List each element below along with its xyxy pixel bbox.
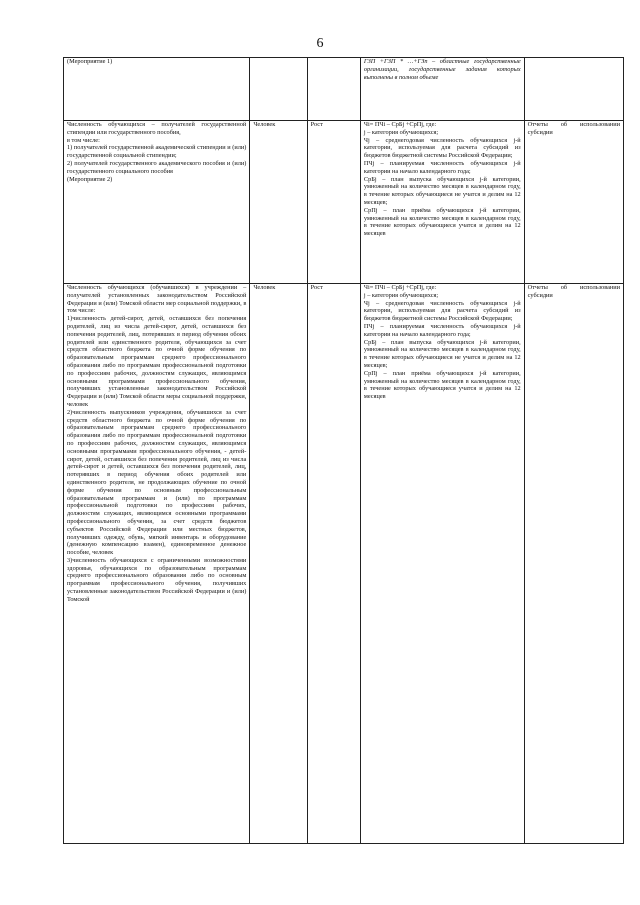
indicator-text: 2)численность выпускников учреждения, обучавшихся за счет средств областного бюджета по очной форме обучения по образовательным программам среднего профессионального образования либо по программам профессиональной подготовки по профессиям рабочих, должностям служащих, являющимся основными программами профессионального обучения, - детей-сирот, детей, оставшихся без попечения родителей, лиц из числа детей-сирот и детей, оставшихся без попечения родителей, лиц, потерявших в период обучения обоих родителей или единственного родителя, не продолжающих обучение по очной форме обучения по основным профессиональным образовательным программам и (или) по программам профессиональной подготовки по профессиям рабочих, должностям служащих, являющимся основными программами профессионального обучения, за счет средств бюджетов субъектов Российской Федерации или местных бюджетов, получивших одежду, обувь, мягкий инвентарь и оборудование (денежную компенсацию взамен), единовременное денежное пособие, человек (67, 408, 247, 557)
formula-text: Чj – среднегодовая численность обучающихся j-й категории, используемая для расчета субсидий из бюджетов бюджетной системы Российской Федерации; (363, 136, 521, 160)
formula-text: ПЧj – планируемая численность обучающихся j-й категории на начало календарного года; (363, 322, 521, 338)
source-cell (524, 121, 623, 284)
formula-cell (360, 284, 524, 844)
source-text: Отчеты об использовании субсидии (527, 121, 620, 136)
indicators-table (63, 57, 624, 844)
indicator-text: 2) получателей государственного академического пособия и (или) государственного социального пособия (67, 159, 247, 175)
indicator-cell (64, 121, 250, 284)
indicator-text: 1)численность детей-сирот, детей, оставшихся без попечения родителей, лиц из числа детей-сирот, детей, оставшихся без попечения родителей, лиц, потерявших в период обучения обоих родителей или единственного родителя, обучающихся за счет средств областного бюджета по очной форме обучения по образовательным программам среднего профессионального образования либо по программам профессиональной подготовки по профессиям рабочих, должностям служащих, являющимся основными программами профессионального обучения, получивших установленные законодательством Российской Федерации и (или) Томской области меры социальной поддержки, человек (67, 315, 247, 408)
direction-cell: Рост (307, 121, 360, 284)
source-cell (524, 58, 623, 121)
indicator-text: (Мероприятие 2) (67, 175, 113, 183)
indicator-text: Численность обучающихся (обучавшихся) в учреждении – получателей установленных законодательством Российской Федерации и (или) Томской области мер социальной поддержки, в том числе: (67, 284, 247, 315)
formula-text: СрПj – план приёма обучающихся j-й категории, умноженный на количество месяцев в календарном году, в течение которых обучающиеся учатся и делим на 12 месяцев (363, 369, 521, 401)
formula-text: Чi= ПЧi – СрБj +СрПj, где: (363, 284, 437, 291)
formula-text: Чi= ПЧi – СрБj +СрПj, где: (363, 121, 437, 128)
formula-text: Чj – среднегодовая численность обучающихся j-й категории, используемая для расчета субсидий из бюджетов бюджетной системы Российской Федерации; (363, 299, 521, 323)
formula-text: j – категория обучающихся; (363, 291, 439, 299)
unit-cell (250, 58, 307, 121)
formula-text: СрБj – план выпуска обучающихся j-й категории, умноженный на количество месяцев в календарном году, в течение которых обучающиеся не учатся и делим на 12 месяцев; (363, 175, 521, 206)
indicator-text: 1) получателей государственной академической стипендии и (или) государственной социальной стипендии; (67, 144, 247, 160)
formula-text: j – категория обучающихся; (363, 128, 439, 136)
direction-cell (307, 58, 360, 121)
indicator-text: в том числе: (67, 136, 100, 144)
table-row (64, 121, 624, 284)
formula-text: СрБj – план выпуска обучающихся j-й категории, умноженный на количество месяцев в календарном году, в течение которых обучающиеся не учатся и делим на 12 месяцев; (363, 338, 521, 369)
unit-cell: Человек (250, 284, 307, 844)
source-text: Отчеты об использовании субсидии (527, 284, 620, 299)
table-row (64, 284, 624, 844)
formula-cell (360, 121, 524, 284)
indicator-text: (Мероприятие 1) (67, 58, 113, 65)
unit-cell: Человек (250, 121, 307, 284)
formula-cell (360, 58, 524, 121)
indicator-text: 3)численность обучающихся с ограниченными возможностями здоровья, обучающихся по образовательным программам среднего профессионального образования либо по основным программам профессионального обучения, получивших установленные законодательством Российской Федерации и (или) Томской (67, 556, 247, 603)
indicator-text: Численность обучающихся – получателей государственной стипендии или государственного пособия, (67, 121, 247, 136)
table-row (64, 58, 624, 121)
indicator-cell (64, 58, 250, 121)
page-number: 6 (316, 36, 324, 51)
formula-text: ПЧj – планируемая численность обучающихся j-й категории на начало календарного года; (363, 159, 521, 175)
formula-text: СрПj – план приёма обучающихся j-й категории, умноженный на количество месяцев в календарном году, в течение которых обучающиеся учатся и делим на 12 месяцев (363, 206, 521, 238)
source-cell (524, 284, 623, 844)
indicator-cell (64, 284, 250, 844)
direction-cell: Рост (307, 284, 360, 844)
formula-text: ГЗП +ГЗП * …+ГЗп – областные государственные организации, государственные задания которых выполнены в полном объеме (363, 58, 521, 81)
